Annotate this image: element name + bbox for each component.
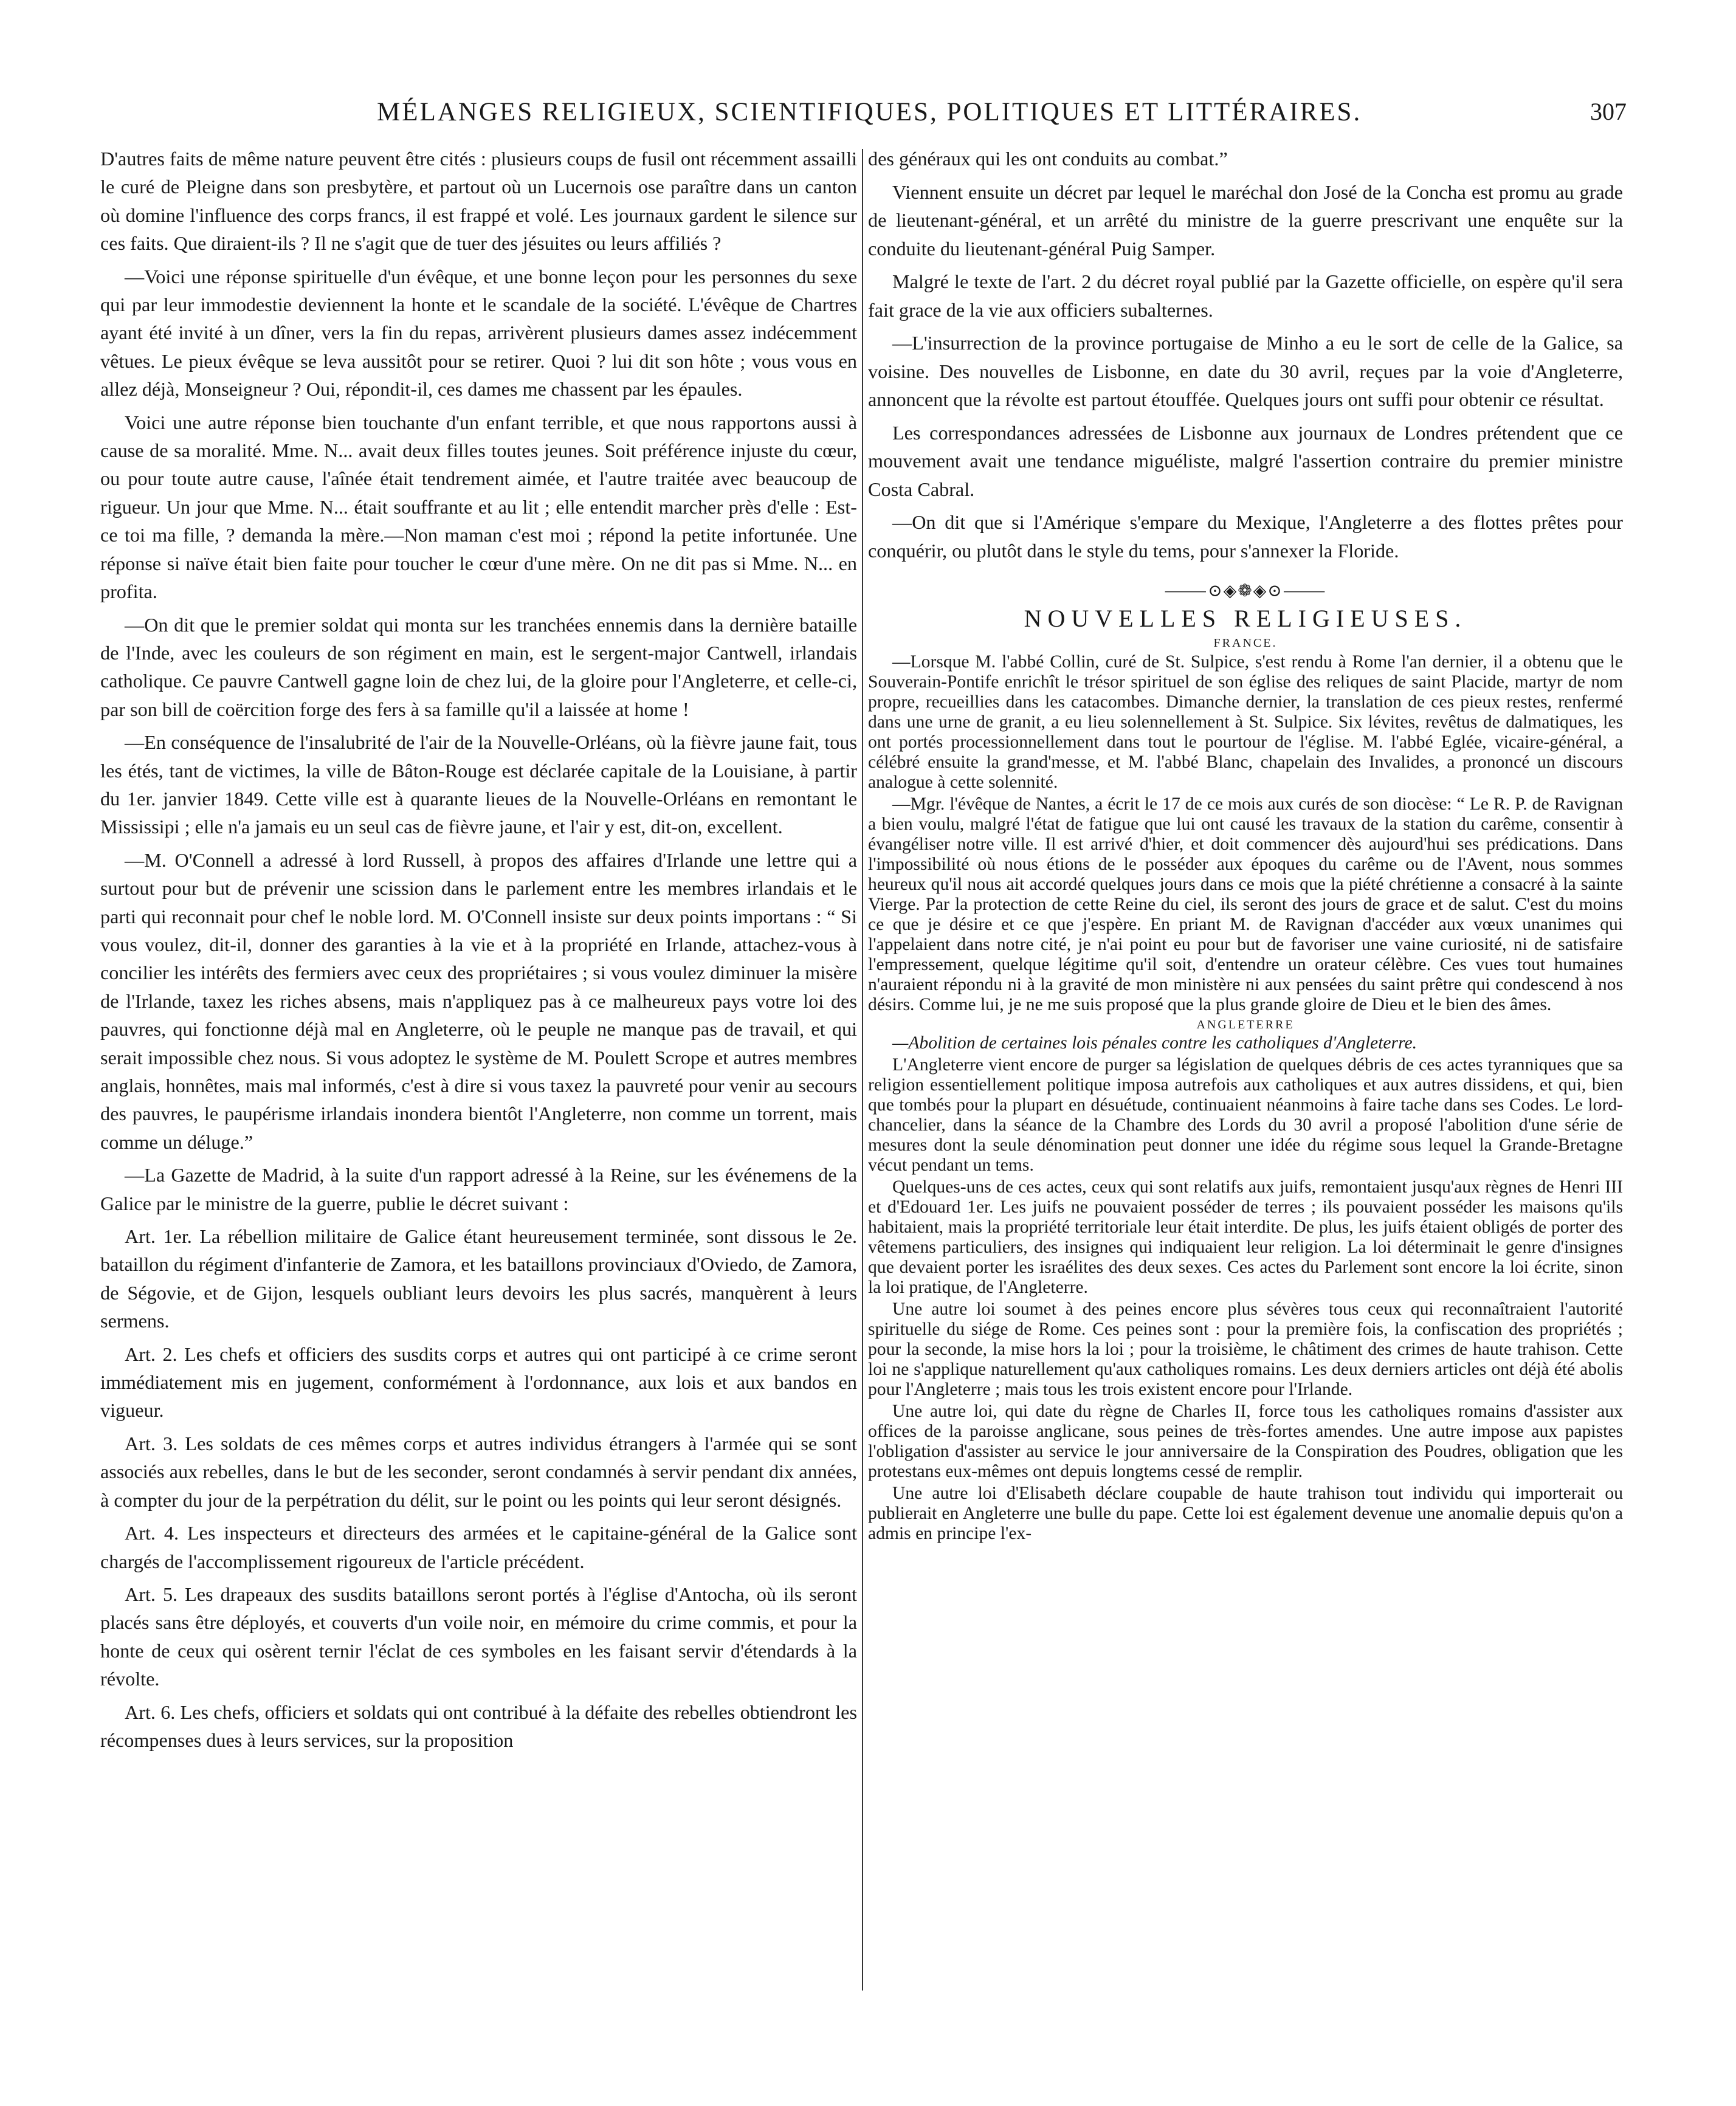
news-item: L'Angleterre vient encore de purger sa législation de quelques débris de ces actes tyranniques que sa religion essentiellement politique imposa autrefois aux catholiques et aux autres dissidens, et qui, bien que tombés pour la plupart en désuétude, continuaient néanmoins à faire tache dans ses Codes. Le lord-chancelier, dans la séance de la Chambre des Lords du 30 avril a proposé l'abolition d'une série de mesures dont la seule dénomination peut donner une idée du régime sous lequel la Grande-Bretagne vécut pendant un tems.: [868, 1055, 1623, 1175]
paragraph: —M. O'Connell a adressé à lord Russell, à propos des affaires d'Irlande une lettre qui a surtout pour but de prévenir une scission dans le parlement entre les membres irlandais et le parti qui reconnait pour chef le noble lord. M. O'Connell insiste sur deux points importans : “ Si vous voulez, dit-il, donner des garanties à la vie et à la propriété en Irlande, attachez-vous à concilier les intérêts des fermiers avec ceux des propriétaires ; si vous voulez diminuer la misère de l'Irlande, taxez les riches absens, mais n'appliquez pas à ce malheureux pays votre loi des pauvres, qui fonctionne déjà mal en Angleterre, où le peuple ne manque pas de travail, et qui serait impossible chez nous. Si vous adoptez le système de M. Poulett Scrope et autres membres anglais, honnêtes, mais mal informés, c'est à dire si vous taxez la pauvreté pour venir au secours des pauvres, le paupérisme irlandais inondera bientôt l'Angleterre, non comme un torrent, mais comme un déluge.”: [100, 848, 857, 1153]
decree-article: Art. 5. Les drapeaux des susdits bataillons seront portés à l'église d'Antocha, où ils seront placés sans être déployés, et couverts d'un voile noir, en mémoire du crime commis, et pour la honte de ceux qui osèrent ternir l'éclat de ces symboles en les faisant servir d'étendards à la révolte.: [100, 1583, 857, 1690]
paragraph: des généraux qui les ont conduits au combat.”: [868, 148, 1228, 170]
news-item: Quelques-uns de ces actes, ceux qui sont relatifs aux juifs, remontaient jusqu'aux règnes de Henri III et d'Edouard 1er. Les juifs ne pouvaient posséder de terres ; ils pouvaient posséder les maisons qu'ils habitaient, mais la propriété territoriale leur était interdite. De plus, les juifs étaient obligés de porter des vêtemens particuliers, des insignes qui indiquaient leur religion. La loi déterminait le genre d'insignes que devaient porter les israélites des deux sexes. Ces actes du Parlement sont encore la loi écrite, sinon la loi pratique, de l'Angleterre.: [868, 1177, 1623, 1297]
news-item: Une autre loi soumet à des peines encore plus sévères tous ceux qui reconnaîtraient l'autorité spirituelle du siége de Rome. Ces peines sont : pour la première fois, la confiscation des propriétés ; pour la seconde, la mise hors la loi ; pour la troisième, le châtiment des crimes de haute trahison. Cette loi ne s'applique naturellement qu'aux catholiques romains. Les deux derniers articles ont déjà été abolis pour l'Angleterre ; mais tous les trois existent encore pour l'Irlande.: [868, 1299, 1623, 1399]
decree-article: Art. 4. Les inspecteurs et directeurs des armées et le capitaine-général de la Galice sont chargés de l'accomplissement rigoureux de l'article précédent.: [100, 1522, 857, 1572]
paragraph: Les correspondances adressées de Lisbonne aux journaux de Londres prétendent que ce mouvement avait une tendance miguéliste, malgré l'assertion contraire du premier ministre Costa Cabral.: [868, 421, 1623, 500]
page-number: 307: [1590, 98, 1627, 125]
section-title: NOUVELLES RELIGIEUSES.: [1024, 605, 1467, 632]
decree-article: Art. 2. Les chefs et officiers des susdits corps et autres qui ont participé à ce crime seront immédiatement mis en jugement, conformément à l'ordonnance, aux lois et aux bandos en vigueur.: [100, 1343, 857, 1422]
paragraph: —La Gazette de Madrid, à la suite d'un rapport adressé à la Reine, sur les événemens de la Galice par le ministre de la guerre, publie le décret suivant :: [100, 1164, 857, 1214]
page-header: [0, 97, 1736, 140]
news-headline: —Abolition de certaines lois pénales contre les catholiques d'Angleterre.: [892, 1033, 1417, 1053]
news-item: Une autre loi d'Elisabeth déclare coupable de haute trahison tout individu qui importerait ou publierait en Angleterre une bulle du pape. Cette loi est également devenue une anomalie depuis qu'on a admis en principe l'ex-: [868, 1484, 1623, 1543]
paragraph: —L'insurrection de la province portugaise de Minho a eu le sort de celle de la Galice, sa voisine. Des nouvelles de Lisbonne, en date du 30 avril, reçues par la voie d'Angleterre, annoncent que la révolte est partout étouffée. Quelques jours ont suffi pour obtenir ce résultat.: [868, 332, 1623, 410]
news-item: —Lorsque M. l'abbé Collin, curé de St. Sulpice, s'est rendu à Rome l'an dernier, il a obtenu que le Souverain-Pontife enrichît le trésor spirituel de son église des reliques de saint Placide, martyr de nom propre, recueillies dans les catacombes. Dimanche dernier, la translation de ces pieux restes, renfermé dans une urne de granit, a eu lieu solennellement à St. Sulpice. Six lévites, revêtus de dalmatiques, les ont portés processionnellement dans tout le pourtour de l'église. M. l'abbé Eglée, vicaire-général, a célébré ensuite la grand'messe, et M. l'abbé Blanc, chapelain des Invalides, a prononcé un discours analogue à cette solennité.: [868, 652, 1623, 792]
paragraph: Voici une autre réponse bien touchante d'un enfant terrible, et que nous rapportons aussi à cause de sa moralité. Mme. N... avait deux filles toutes jeunes. Soit préférence injuste du cœur, ou pour toute autre cause, l'aînée était tendrement aimée, et l'autre traitée avec beaucoup de rigueur. Un jour que Mme. N... était souffrante et au lit ; elle entendit marcher près d'elle : Est-ce toi ma fille, ? demanda la mère.—Non maman c'est moi ; répond la petite infortunée. Une réponse si naïve était bien faite pour toucher le cœur d'une mère. On ne dit pas si Mme. N... en profita.: [100, 411, 857, 603]
paragraph: D'autres faits de même nature peuvent être cités : plusieurs coups de fusil ont récemment assailli le curé de Pleigne dans son presbytère, et partout où un Lucernois ose paraître dans un canton où domine l'influence des corps francs, il est frappé et volé. Les journaux gardent le silence sur ces faits. Que diraient-ils ? Il ne s'agit que de tuer des jésuites ou leurs affiliés ?: [100, 148, 857, 255]
news-item: —Mgr. l'évêque de Nantes, a écrit le 17 de ce mois aux curés de son diocèse: “ Le R. P. de Ravignan a bien voulu, malgré l'état de fatigue que lui ont causé les travaux de la station du carême, consentir à évangéliser notre ville. Il est arrivé d'hier, et doit commencer dès aujourd'hui ses prédications. Dans l'impossibilité où nous étions de le posséder aux époques du carême ou de l'Avent, nous sommes heureux qu'il nous ait accordé quelques jours dans ce mois que la piété chrétienne a consacré à la sainte Vierge. Par la protection de cette Reine du ciel, ils seront des jours de grace et de salut. C'est du moins ce que je désire et ce que j'espère. En priant M. de Ravignan d'accéder aux vœux unanimes qui l'appelaient dans notre cité, je n'ai point eu pour but de favoriser une vaine curiosité, ni de satisfaire l'empressement, quelque légitime qu'il soit, d'entendre un orateur célèbre. Ces vues tout humaines n'auraient répondu ni à la gravité de mon ministère ni aux pensées du saint prêtre qui condescend à nos désirs. Comme lui, je ne me suis proposé que la plus grande gloire de Dieu et le bien des âmes.: [868, 794, 1623, 1014]
decree-article: Art. 6. Les chefs, officiers et soldats qui ont contribué à la défaite des rebelles obtiendront les récompenses dues à leurs services, sur la proposition: [100, 1701, 857, 1751]
subsection-france: FRANCE.: [1213, 636, 1278, 650]
left-column: [100, 145, 857, 1759]
paragraph: —En conséquence de l'insalubrité de l'air de la Nouvelle-Orléans, où la fièvre jaune fait, tous les étés, tant de victimes, la ville de Bâton-Rouge est déclarée capitale de la Louisiane, à partir du 1er. janvier 1849. Cette ville est à quarante lieues de la Nouvelle-Orléans en remontant le Mississipi ; elle n'a jamais eu un seul cas de fièvre jaune, et l'air y est, dit-on, excellent.: [100, 731, 857, 838]
running-title: MÉLANGES RELIGIEUX, SCIENTIFIQUES, POLITIQUES ET LITTÉRAIRES.: [377, 98, 1362, 126]
decree-article: Art. 3. Les soldats de ces mêmes corps et autres individus étrangers à l'armée qui se sont associés aux rebelles, dans le but de les seconder, seront condamnés à servir pendant dix années, à compter du jour de la perpétration du délit, sur le point ou les points qui leur seront désignés.: [100, 1432, 857, 1511]
paragraph: Malgré le texte de l'art. 2 du décret royal publié par la Gazette officielle, on espère qu'il sera fait grace de la vie aux officiers subalternes.: [868, 270, 1623, 321]
subsection-angleterre: ANGLETERRE: [1196, 1018, 1295, 1031]
section-ornament: ⸻⊙◈❁◈⊙⸻: [1164, 582, 1327, 600]
news-item: Une autre loi, qui date du règne de Charles II, force tous les catholiques romains d'assister aux offices de la paroisse anglicane, sous peines de très-fortes amendes. Une autre impose aux papistes l'obligation d'assister au service le jour anniversaire de la Conspiration des Poudres, obligation que les protestans eux-mêmes ont depuis longtems cessé de remplir.: [868, 1402, 1623, 1481]
paragraph: —Voici une réponse spirituelle d'un évêque, et une bonne leçon pour les personnes du sexe qui par leur immodestie deviennent la honte et le scandale de la société. L'évêque de Chartres ayant été invité à un dîner, vers la fin du repas, arrivèrent plusieurs dames assez indécemment vêtues. Le pieux évêque se leva aussitôt pour se retirer. Quoi ? lui dit son hôte ; vous vous en allez déjà, Monseigneur ? Oui, répondit-il, ces dames me chassent par les épaules.: [100, 265, 857, 401]
decree-article: Art. 1er. La rébellion militaire de Galice étant heureusement terminée, sont dissous le 2e. bataillon du régiment d'infanterie de Zamora, et les bataillons provinciaux d'Oviedo, de Zamora, de Ségovie, et de Gijon, lesquels oubliant leurs devoirs les plus sacrés, manquèrent à leurs sermens.: [100, 1225, 857, 1332]
paragraph: —On dit que le premier soldat qui monta sur les tranchées ennemis dans la dernière bataille de l'Inde, avec les couleurs de son régiment en main, est le sergent-major Cantwell, irlandais catholique. Ce pauvre Cantwell gagne loin de chez lui, de la gloire pour l'Angleterre, et celle-ci, par son bill de coërcition forge des fers à sa famille qu'il a laissée at home !: [100, 613, 857, 720]
column-divider: [862, 149, 863, 1991]
right-column: [868, 145, 1623, 1546]
paragraph: Viennent ensuite un décret par lequel le maréchal don José de la Concha est promu au grade de lieutenant-général, et un arrêté du ministre de la guerre prescrivant une enquête sur la conduite du lieutenant-général Puig Samper.: [868, 181, 1623, 260]
paragraph: —On dit que si l'Amérique s'empare du Mexique, l'Angleterre a des flottes prêtes pour conquérir, ou plutôt dans le style du tems, pour s'annexer la Floride.: [868, 511, 1623, 562]
